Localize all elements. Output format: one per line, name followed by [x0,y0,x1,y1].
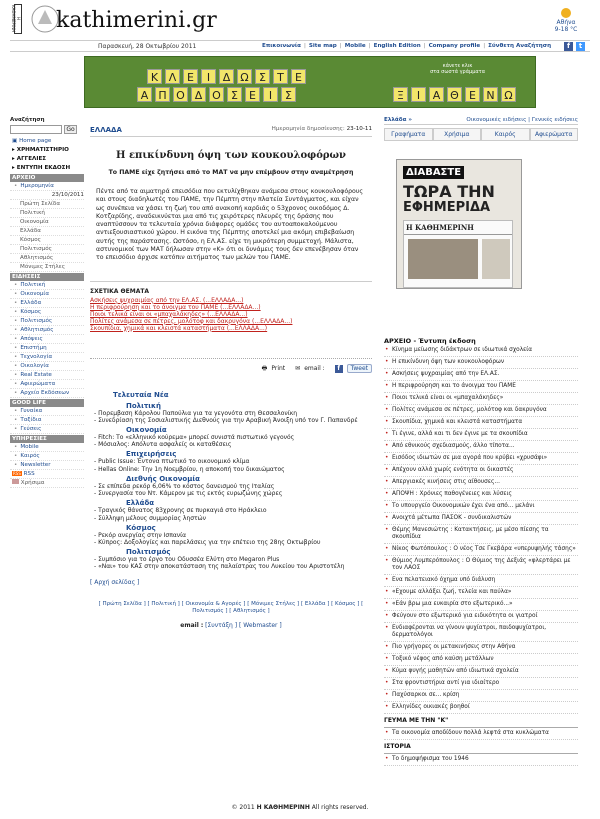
archive-article-link[interactable]: • Θύμιος Λυμπερόπουλος : Ο Θύμιος της Δεξιάς «φλερτάρει με τον ΛΑΟΣ [384,556,578,575]
news-category-item[interactable]: • Αφιερώματα [10,380,84,389]
archive-article-link[interactable]: • Νίκος Φωτόπουλος : Ο νέος Τσε Γκεβάρα «υπερυψηλής τάσης» [384,544,578,556]
banner-letter-tile: Ο [173,87,188,102]
banner-letter-tile: Κ [147,69,162,84]
facebook-share-icon[interactable]: f [335,365,343,373]
archive-article-link[interactable]: • Τι έγινε, αλλά και τι δεν έγινε με τα σκουπίδια [384,429,578,441]
banner-letter-tile: Σ [281,87,296,102]
tab-useful[interactable]: Χρήσιμα [433,128,482,140]
banner-letter-tile: Ν [483,87,498,102]
banner-letter-tile: Π [155,87,170,102]
banner-letter-tile: Θ [447,87,462,102]
archive-article-link[interactable]: • Κίνημα μείωσης διδάκτρων σε ιδιωτικά σχολεία [384,345,578,357]
banner-letter-tile: Ω [501,87,516,102]
banner-letter-tile: Ι [263,87,278,102]
archive-item[interactable]: Πολιτική [10,209,84,218]
email-button[interactable]: email : [304,365,325,373]
banner-letter-tile: Ι [201,69,216,84]
promo-line-3: ΕΦΗΜΕΡΙΔΑ [403,200,491,215]
archive-article-link[interactable]: • Σκουπίδια, χημικά και κλειστά καταστήματα [384,417,578,429]
rss-icon: RSS [13,471,21,476]
news-list [10,281,84,398]
news-category-item[interactable]: • Οικονομία [10,290,84,299]
promo-line-1: ΔΙΑΒΑΣΤΕ [403,166,464,179]
archive-article-link[interactable]: • Τοξικό νέφος από καύση μετάλλων [384,654,578,666]
news-category-item[interactable]: • Πολιτική [10,281,84,290]
archive-article-link[interactable]: • «Εχουμε αλλάξει ζωή, τελεία και παύλα» [384,587,578,599]
archive-article-link[interactable]: • Ανοιχτά μέτωπα ΠΑΣΟΚ - συνδικαλιστών [384,513,578,525]
archive-item[interactable]: Οικονομία [10,218,84,227]
right-sidebar [384,117,578,766]
archive-article-link[interactable]: • Κύμα φυγής μαθητών από ιδιωτικά σχολεία [384,666,578,678]
article-title: Η επικίνδυνη όψη των κουκουλοφόρων [116,150,346,161]
archive-article-link[interactable]: • Ενα πελατειακό όχημα υπό διάλυση [384,575,578,587]
news-category-item[interactable]: • Οικολογία [10,362,84,371]
tweet-button[interactable]: Tweet [347,364,372,373]
link-company[interactable]: Company profile [428,43,481,49]
news-category-item[interactable]: • Ελλάδα [10,299,84,308]
twitter-icon[interactable]: t [576,42,585,51]
archive-article-link[interactable]: • Εισόδος ιδιωτών σε μια αγορά που κρύβει «χρυσάφι» [384,453,578,465]
latest-news-item[interactable]: - Σε επίπεδα ρεκόρ 6,06% το κόστος δανεισμού της Ιταλίας [94,482,275,490]
latest-news-item[interactable]: - Ρεκόρ ανεργίας στην Ισπανία [94,531,187,539]
archive-item[interactable]: Ελλάδα [10,227,84,236]
banner-letter-tile: Ξ [393,87,408,102]
nav-home[interactable]: ▣ Home page [12,138,52,144]
tab-graphs[interactable]: Γραφήματα [384,128,433,140]
logo-emblem: Η ΚΑΘΗΜΕΡΙΝΗ [11,5,21,33]
related-link[interactable]: Ποιοι τελικά είναι οι «μπαχαλάκηδες» (...ΕΛΛΑΔΑ...) [90,310,248,318]
right-section-title[interactable]: Ελλάδα » [384,117,413,123]
weather-temp: 9-18 °C [554,26,578,33]
logo-text[interactable]: kathimerini.gr [56,8,217,33]
latest-news-item[interactable]: - Συνεδρίαση της Σοσιαλιστικής Διεθνούς για την Αραβική Άνοιξη υπό τον Γ. Παπανδρέ [94,416,358,424]
latest-news-title: Τελευταία Νέα [113,390,169,399]
archive-article-link[interactable]: • Ασκήσεις ψυχραιμίας από την ΕΛ.ΑΣ. [384,369,578,381]
related-title: ΣΧΕΤΙΚΑ ΘΕΜΑΤΑ [90,287,150,295]
latest-news-item[interactable]: - Fitch: Το «ελληνικό κούρεμα» μπορεί συνιστά πιστωτικό γεγονός [94,434,295,442]
archive-item[interactable]: Πρώτη Σελίδα [10,200,84,209]
archive-section-title: ΑΡΧΕΙΟ [10,174,84,182]
archive-article-link[interactable]: • Στα φροντιστήρια αντί για ιδιαίτερο [384,678,578,690]
tab-features[interactable]: Αφιερώματα [530,128,579,140]
related-link[interactable]: Σκουπίδια, χημικά και κλειστά καταστήματα (...ΕΛΛΑΔΑ...) [90,324,268,332]
archive-article-link[interactable]: • Απέχουν αλλά χωρίς ενότητα οι δικαστές [384,465,578,477]
archive-article-link[interactable]: • Ποιοι τελικά είναι οι «μπαχαλάκηδες» [384,393,578,405]
archive-article-link[interactable]: • Πιο γρήγορες οι μετακινήσεις στην Αθήνα [384,642,578,654]
latest-news-item[interactable]: - Συμπόσιο για το έργο του Οδυσσέα Ελύτη στο Megaron Plus [94,556,280,564]
article-body: Πέντε από τα αιματηρά επεισόδια που εκτυλίχθηκαν ανάμεσα στους κουκουλοφόρους και στους διαδηλωτές του ΠΑΜΕ, την Πέμπτη στην πλατεία Συντάγματος, και είχαν ως συνέπεια να χάσει τη ζωή του από ανακοπή καρδιάς ο 53χρονος οικοδόμος Δ. Κοτζαρίδης, αναδεικνύεται μια από τις χειρότερες πλευρές της δράσης που αναπτύσσουν τα τελευταία χρόνια διάφορες ομάδες του αυτοαποκαλούμενου αντιεξουσιαστικού χώρου. Η εικόνα της Πέμπτης αποτελεί μια ακόμη επιβεβαίωση αυτής της παράστασης. Ωστόσο, η ΕΛ.ΑΣ. είχε τη μικρότερη συμμετοχή. Μάλιστα, αστυνομικοί των ΜΑΤ δήλωσαν στην «Κ» ότι οι δυνάμεις τους δεν επενέβησαν όταν το επεισόδιο άρχισε κατόπιν αιτήματος των μελών του ΠΑΜΕ. [96,188,364,262]
copyright: © 2011 Η ΚΑΘΗΜΕΡΙΝΗ All rights reserved. [231,804,369,811]
right-categories[interactable]: Οικονομικές ειδήσεις | Γενικές ειδήσεις [466,117,578,123]
publication-date: Ημερομηνία δημοσίευσης: 23-10-11 [271,126,372,132]
archive-article-link[interactable]: • ΑΠΟΨΗ : Χρόνιες παθογένειες και λύσεις [384,489,578,501]
latest-category[interactable]: Κόσμος [126,523,156,532]
news-category-item[interactable]: • Κόσμος [10,308,84,317]
right-archive-title: ΑΡΧΕΙΟ - Έντυπη έκδοση [384,337,476,345]
newspaper-image: Η ΚΑΘΗΜΕΡΙΝΗ [403,220,513,288]
xrisima-icon [12,479,19,484]
archive-article-link[interactable]: • Φεύγουν στο εξωτερικό για ειδικότητα οι γιατροί [384,611,578,623]
print-button[interactable]: Print [271,365,286,373]
archive-article-link[interactable]: • Απεργιακές κινήσεις στις αίθουσες... [384,477,578,489]
archive-article-link[interactable]: • Από εθνικούς σχεδιασμούς, άλλο τίποτα... [384,441,578,453]
left-sidebar [10,117,84,488]
archive-article-link[interactable]: • Η επικίνδυνη όψη των κουκουλοφόρων [384,357,578,369]
history-article-link[interactable]: • Το δημοψήφισμα του 1946 [384,754,578,766]
news-category-item[interactable]: • Επιστήμη [10,344,84,353]
goodlife-item[interactable]: • Γεύσεις [10,425,84,434]
services-item[interactable]: • Newsletter [10,461,84,470]
right-header [384,117,578,125]
article-tools [90,358,372,374]
banner-letter-tile: Ε [465,87,480,102]
email-row: email : [Συντάξη ] [ Webmaster ] [180,621,282,629]
history-title: ΙΣΤΟΡΙΑ [384,740,578,754]
banner-letter-tile: Α [137,87,152,102]
nav-print-edition[interactable]: ▸ ΕΝΤΥΠΗ ΕΚΔΟΣΗ [12,165,71,171]
link-sitemap[interactable]: Site map [308,43,337,49]
banner-letter-tile: Ω [237,69,252,84]
goodlife-list [10,407,84,434]
link-advanced-search[interactable]: Σύνθετη Αναζήτηση [488,43,552,49]
current-date: Παρασκευή, 28 Οκτωβρίου 2011 [98,42,197,50]
latest-category[interactable]: Διεθνής Οικονομία [126,474,200,483]
link-mobile[interactable]: Mobile [344,43,366,49]
section-title[interactable]: ΕΛΛΑΔΑ [90,126,122,134]
archive-article-link[interactable]: • Πολίτες ανάμεσα σε πέτρες, μολότοφ και δακρυγόνα [384,405,578,417]
news-category-item[interactable]: • Απόψεις [10,335,84,344]
article-subtitle: Το ΠΑΜΕ είχε ζητήσει από το ΜΑΤ να μην επέμβουν στην αναμέτρηση [108,169,354,176]
lunch-article-link[interactable]: • Τα οικονομία αποδίδουν πολλά λεφτά στα κυκλώματα [384,728,578,740]
news-category-item[interactable]: • Αθλητισμός [10,326,84,335]
banner-letter-tile: Ι [411,87,426,102]
link-contact[interactable]: Επικοινωνία [262,43,301,49]
latest-news-item[interactable]: - Σύλληψη μέλους συμμορίας ληστών [94,514,207,522]
newspaper-promo[interactable] [396,159,522,289]
news-category-item[interactable]: • Τεχνολογία [10,353,84,362]
archive-article-link[interactable]: • «Εάν βρω μια ευκαιρία στο εξωτερικό...» [384,599,578,611]
latest-category[interactable]: Οικονομία [126,426,167,435]
archive-date-label: • Ημερομηνία [10,182,84,191]
archive-article-link[interactable]: • Η περιφρούρηση και το άνοιγμα του ΠΑΜΕ [384,381,578,393]
latest-news-item[interactable]: - «Ναι» του ΚΑΣ στην αποκατάσταση της παλαίστρας του Λυκείου του Αριστοτέλη [94,563,345,571]
services-item[interactable]: • Mobile [10,443,84,452]
banner-letter-tile: Ε [183,69,198,84]
archive-article-link[interactable]: • Ελληνίδες οικιακές βοηθοί [384,702,578,714]
print-icon[interactable]: 🖶 [261,364,268,372]
facebook-icon[interactable]: f [564,42,573,51]
news-category-item[interactable]: • Real Estate [10,371,84,380]
archive-article-link[interactable]: • Ενδιαφέρονται να γίνουν ψυχίατροι, παιδοψυχίατροι, δερματολόγοι [384,623,578,642]
latest-news-item[interactable]: - Μόσιαλος: Απόλυτα ασφαλείς οι καταθέσεις [94,441,232,449]
rss-link[interactable]: RSS RSS [10,470,84,479]
link-english[interactable]: English Edition [373,43,421,49]
archive-item[interactable]: Πολιτισμός [10,245,84,254]
search-go-button[interactable]: Go [64,125,77,134]
header [10,0,590,38]
email-icon[interactable]: ✉ [295,365,301,373]
banner-letter-tile: Ε [291,69,306,84]
banner-letter-tile: Σ [227,87,242,102]
xrisima-link[interactable]: Χρήσιμα [10,479,84,488]
latest-news-item[interactable]: - Public Issue: Έντονα πτωτικό το οικονομικό κλίμα [94,458,250,466]
banner-caption: κάνετε κλικ στα σωστά γράμματα [430,63,485,75]
email-links[interactable]: [Συντάξη ] [ Webmaster ] [205,621,282,629]
right-tabs [384,128,578,141]
weather-city: Αθήνα [556,19,576,26]
weather-widget[interactable] [544,8,588,33]
banner-letter-tile: Ο [209,87,224,102]
news-category-item[interactable]: • Αρχείο Εκδόσεων [10,389,84,398]
banner-letter-tile: Δ [219,69,234,84]
services-section-title: ΥΠΗΡΕΣΙΕΣ [10,435,84,443]
top-links: Επικοινωνία | Site map | Mobile | English Edition | Company profile | Σύνθετη Αναζήτηση [262,43,552,49]
archive-item[interactable]: Αθλητισμός [10,254,84,263]
latest-news-item[interactable]: - Τραγικός θάνατος 83χρονης σε πυρκαγιά στο Ηράκλειο [94,507,267,515]
news-category-item[interactable]: • Πολιτισμός [10,317,84,326]
sun-icon [561,8,571,18]
archive-article-link[interactable]: • Παχύσαρκοι σε... κρίση [384,690,578,702]
latest-category[interactable]: Επιχειρήσεις [126,450,177,459]
tab-weather[interactable]: Καιρός [481,128,530,140]
section-bar [90,126,372,137]
banner-letter-tile: Τ [273,69,288,84]
latest-category[interactable]: Πολιτισμός [126,548,171,557]
latest-category[interactable]: Πολιτική [126,401,161,410]
goodlife-section-title: GOOD LIFE [10,399,84,407]
nav-classifieds[interactable]: ▸ ΑΓΓΕΛΙΕΣ [12,156,47,162]
archive-list [10,200,84,272]
back-to-top-link[interactable]: [ Αρχή σελίδας ] [90,578,140,586]
related-link[interactable]: Η περιφρούρηση και το άνοιγμα του ΠΑΜΕ (...ΕΛΛΑΔΑ...) [90,303,261,311]
latest-news-item[interactable]: - Πορεμβαση Κάρολου Παπούλια για τα γεγονότα στη Θεσσαλονίκη [94,409,298,417]
banner-letter-tile: Δ [191,87,206,102]
top-bar [10,40,590,52]
goodlife-item[interactable]: • Ταξίδια [10,416,84,425]
nav-stock[interactable]: ▸ ΧΡΗΜΑΤΙΣΤΗΡΙΟ [12,147,69,153]
archive-article-link[interactable]: • Το υπουργείο Οικονομικών έχει ένα από... μελάνι [384,501,578,513]
archive-date[interactable]: 23/10/2011 [10,191,84,200]
footer-links[interactable]: [ Πρώτη Σελίδα ] [ Πολιτική ] [ Οικονομία & Αγορές ] [ Μόνιμες Στήλες ] [ Ελλάδα ] [ Κόσμος ] [ Πολιτισμός ] [ Αθλητισμός ] [98,600,364,614]
banner-letter-tile: Σ [255,69,270,84]
banner-letter-tile: Ε [245,87,260,102]
main-content [90,126,372,629]
news-section-title: ΕΙΔΗΣΕΙΣ [10,273,84,281]
archive-item[interactable]: Κόσμος [10,236,84,245]
promo-line-2: ΤΩΡΑ ΤΗΝ [403,182,495,201]
related-link[interactable]: Ασκήσεις ψυχραιμίας από την ΕΛ.ΑΣ. (...ΕΛΛΑΔΑ...) [90,296,244,304]
latest-category[interactable]: Ελλάδα [126,499,155,508]
search-input[interactable] [10,125,62,134]
goodlife-item[interactable]: • Γυναίκα [10,407,84,416]
lunch-with-k-title: ΓΕΥΜΑ ΜΕ ΤΗΝ "Κ" [384,714,578,728]
services-list [10,443,84,470]
banner-letter-tile: Α [429,87,444,102]
latest-news [90,391,372,586]
search-title: Αναζήτηση [10,117,45,123]
ad-banner[interactable] [84,56,536,108]
archive-item[interactable]: Μόνιμες Στήλες [10,263,84,272]
archive-article-link[interactable]: • Θέμης Μανεσιώτης : Κατακτήσεις, με μέσο πίεσης τα σκουπίδια [384,525,578,544]
banner-letter-tile: Λ [165,69,180,84]
latest-news-item[interactable]: - Συνεργασία του Ντ. Κάμερον με τις εκτός ευρωζώνης χώρες [94,490,283,498]
services-item[interactable]: • Καιρός [10,452,84,461]
related-topics [90,281,372,332]
latest-news-item[interactable]: - Κύπρος: Δοξολογίες και παρελάσεις για την επέτειο της 28ης Οκτωβρίου [94,538,321,546]
related-link[interactable]: Πολίτες ανάμεσα σε πέτρες, μολότοφ και δακρυγόνα (...ΕΛΛΑΔΑ...) [90,317,293,325]
latest-news-item[interactable]: - Hellas Online: Την 1η Νοεμβρίου, η αποκοπή του δικαιώματος [94,465,285,473]
